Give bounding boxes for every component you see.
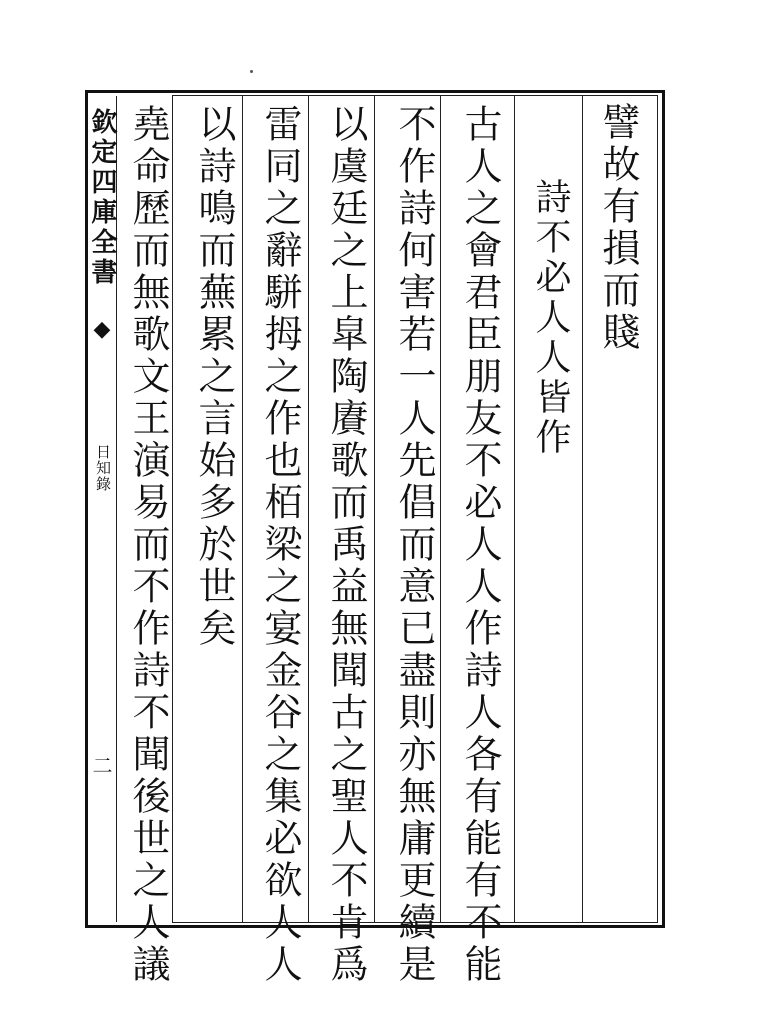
column-rule [374, 96, 375, 922]
fold-page-number: 二 [89, 755, 113, 775]
fish-tail-mark-icon: ◆ [93, 317, 111, 342]
text-column-7: 以詩鳴而蕪累之言始多於世矣 [192, 104, 236, 650]
text-column-4: 不作詩何害若一人先倡而意已盡則亦無庸更續是 [392, 104, 436, 986]
column-rule [242, 96, 243, 922]
text-column-5: 以虞廷之上皐陶賡歌而禹益無聞古之聖人不肯爲 [324, 104, 368, 986]
text-column-6: 雷同之辭駢拇之作也栢梁之宴金谷之集必欲人人 [258, 104, 302, 986]
text-column-1: 譬故有損而賤 [596, 102, 640, 354]
column-rule [514, 96, 515, 922]
text-column-3: 古人之會君臣朋友不必人人作詩人各有能有不能 [458, 104, 502, 986]
fold-book-name: 日知錄 [94, 444, 112, 492]
column-rule [308, 96, 309, 922]
column-rule [582, 96, 583, 922]
text-column-8: 堯命歷而無歌文王演易而不作詩不聞後世之人議 [126, 104, 170, 986]
ink-speck [250, 70, 253, 73]
section-heading: 詩不必人人皆作 [530, 178, 571, 458]
fold-title: 欽定四庫全書 [87, 108, 117, 288]
